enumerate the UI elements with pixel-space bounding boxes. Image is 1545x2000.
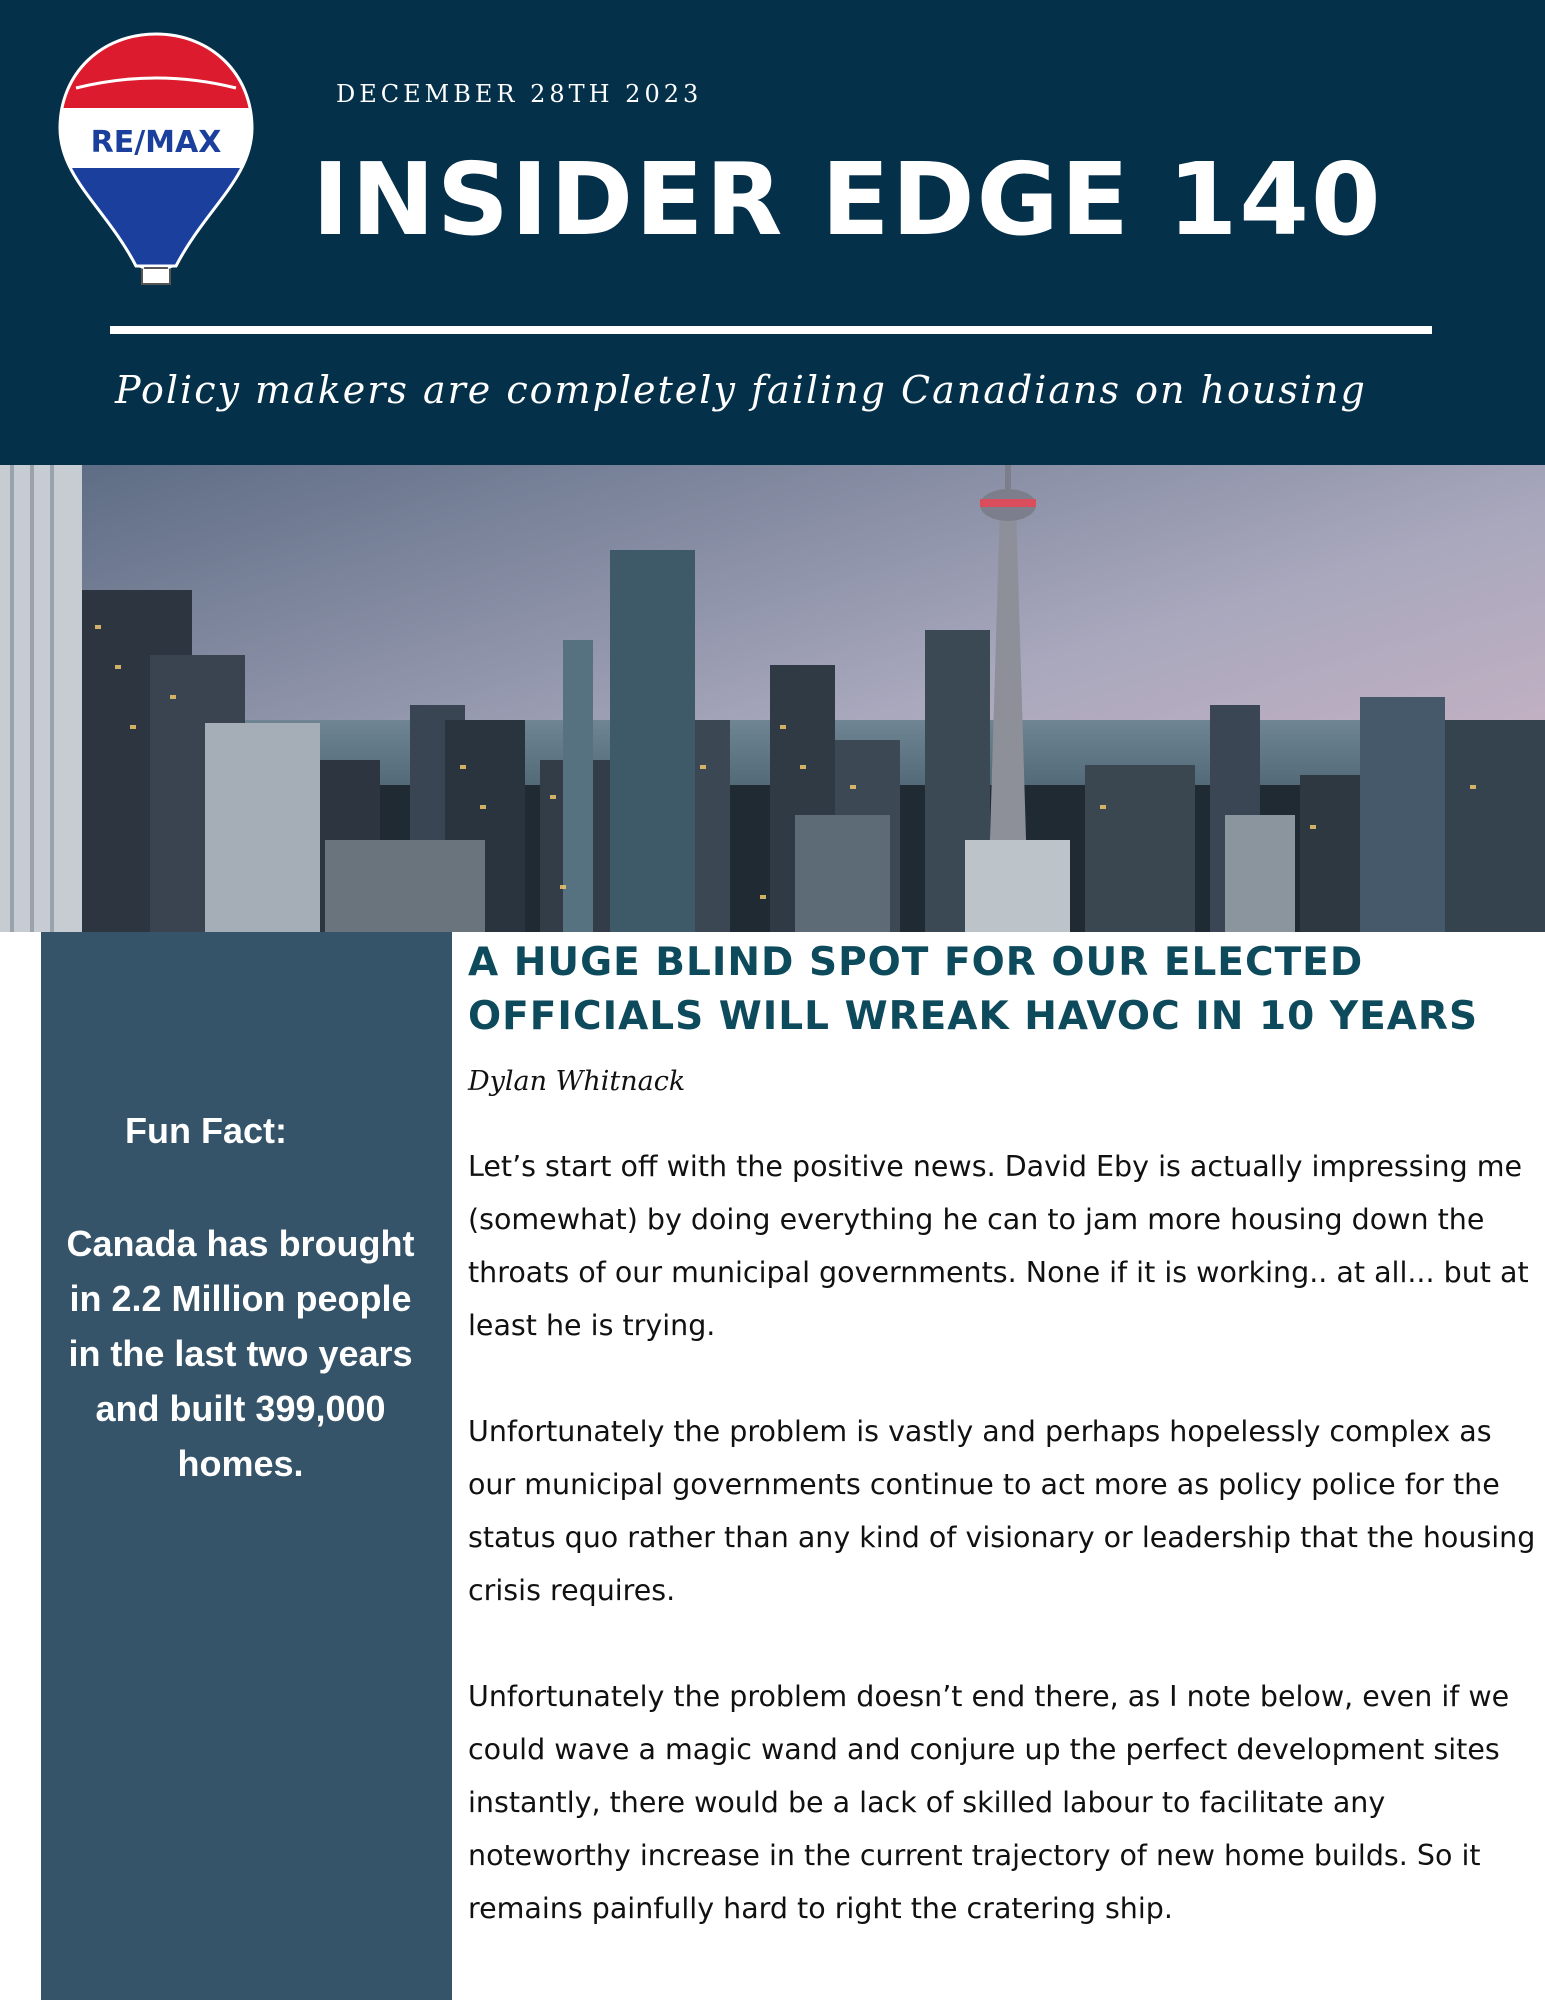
article-body <box>468 1140 1538 1988</box>
issue-date: DECEMBER 28TH 2023 <box>336 80 703 108</box>
newsletter-title: INSIDER EDGE 140 <box>312 141 1383 258</box>
newsletter-subtitle: Policy makers are completely failing Canadians on housing <box>115 368 1367 412</box>
fun-fact-text: Canada has brought in 2.2 Million people in the last two years and built 399,000 homes. <box>66 1223 415 1484</box>
article-author: Dylan Whitnack <box>468 1066 686 1097</box>
city-skyline-image <box>0 465 1545 932</box>
header-divider <box>110 326 1432 334</box>
svg-text:RE/MAX: RE/MAX <box>90 125 222 160</box>
fun-fact-label: Fun Fact: <box>125 1110 287 1151</box>
remax-balloon-logo <box>56 28 256 290</box>
article-paragraph: Let’s start off with the positive news. David Eby is actually impressing me (somewhat) by doing everything he can to jam more housing down the throats of our municipal governments. None if it is working.. at all... but at least he is trying. <box>468 1150 1529 1342</box>
article-paragraph: Unfortunately the problem doesn’t end there, as I note below, even if we could wave a magic wand and conjure up the perfect development sites instantly, there would be a lack of skilled labour to facilitate any noteworthy increase in the current trajectory of new home builds. So it remains painfully hard to right the cratering ship. <box>468 1680 1510 1925</box>
article-paragraph: Unfortunately the problem is vastly and perhaps hopelessly complex as our municipal governments continue to act more as policy police for the status quo rather than any kind of visionary or leadership that the housing crisis requires. <box>468 1415 1536 1607</box>
article-headline: A HUGE BLIND SPOT FOR OUR ELECTED OFFICIALS WILL WREAK HAVOC IN 10 YEARS <box>468 940 1479 1039</box>
newsletter-header <box>0 0 1545 465</box>
